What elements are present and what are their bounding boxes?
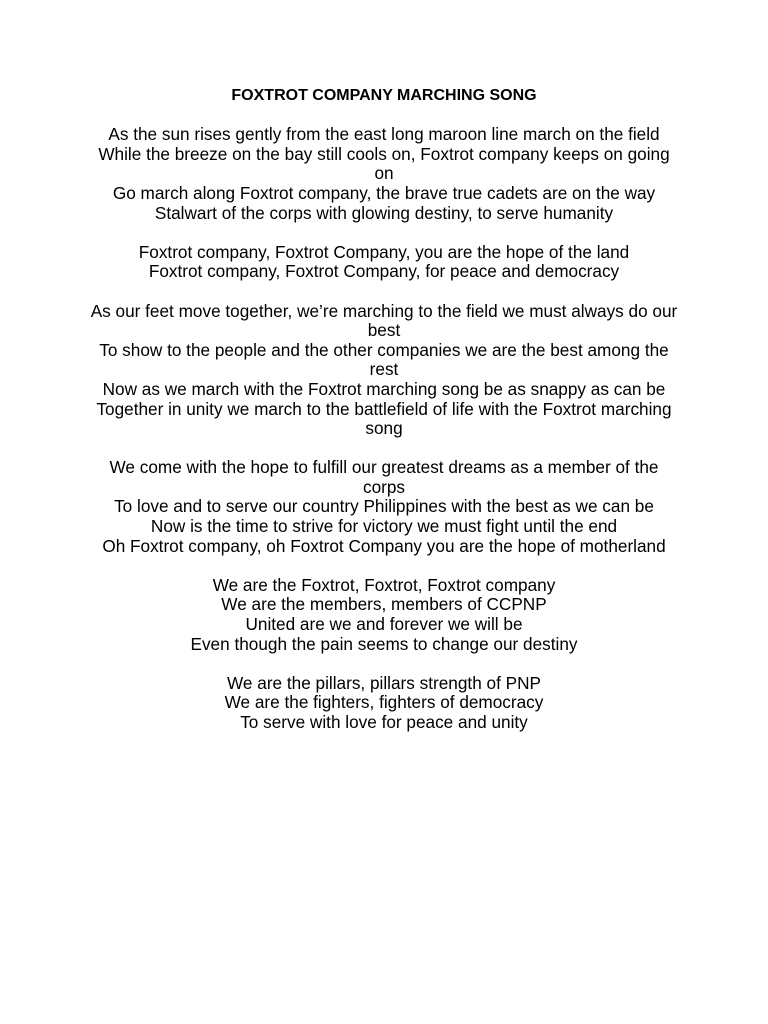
lyric-line: We come with the hope to fulfill our greatest dreams as a member of the corps (109, 457, 659, 497)
stanza-2 (90, 243, 678, 282)
stanza-3 (90, 302, 678, 439)
lyric-line: We are the members, members of CCPNP (221, 594, 547, 615)
lyric-line: We are the pillars, pillars strength of PNP (227, 672, 541, 693)
lyric-line: We are the Foxtrot, Foxtrot, Foxtrot company (212, 574, 556, 595)
lyric-line: To show to the people and the other companies we are the best among the rest (99, 339, 669, 380)
lyric-line: To serve with love for peace and unity (240, 712, 528, 732)
lyric-line: While the breeze on the bay still cools on, Foxtrot company keeps on going on (98, 143, 670, 184)
lyric-line: As the sun rises gently from the east long maroon line march on the field (108, 124, 660, 145)
lyric-line: Go march along Foxtrot company, the brave true cadets are on the way (112, 182, 656, 203)
lyric-line: Foxtrot company, Foxtrot Company, for peace and democracy (148, 261, 620, 282)
lyric-line: United are we and forever we will be (245, 614, 523, 635)
lyric-line: As our feet move together, we’re marching to the field we must always do our best (90, 300, 678, 341)
stanza-6 (90, 674, 678, 733)
lyric-line: Foxtrot company, Foxtrot Company, you are the hope of the land (138, 241, 630, 262)
lyric-line: Oh Foxtrot company, oh Foxtrot Company you are the hope of motherland (102, 535, 666, 556)
lyric-line: We are the fighters, fighters of democracy (224, 692, 544, 713)
lyric-line: To love and to serve our country Philippines with the best as we can be (114, 496, 654, 517)
lyric-line: Now is the time to strive for victory we must fight until the end (150, 516, 618, 537)
lyric-line: Stalwart of the corps with glowing destiny, to serve humanity (154, 202, 614, 223)
stanza-5 (90, 576, 678, 654)
lyric-line: Even though the pain seems to change our destiny (190, 633, 578, 654)
lyric-line: Now as we march with the Foxtrot marching song be as snappy as can be (102, 378, 666, 399)
song-title: FOXTROT COMPANY MARCHING SONG (231, 87, 537, 104)
stanza-1 (90, 125, 678, 223)
lyric-line: Together in unity we march to the battlefield of life with the Foxtrot marching song (96, 398, 672, 439)
document-page (90, 86, 678, 752)
stanza-4 (90, 458, 678, 556)
